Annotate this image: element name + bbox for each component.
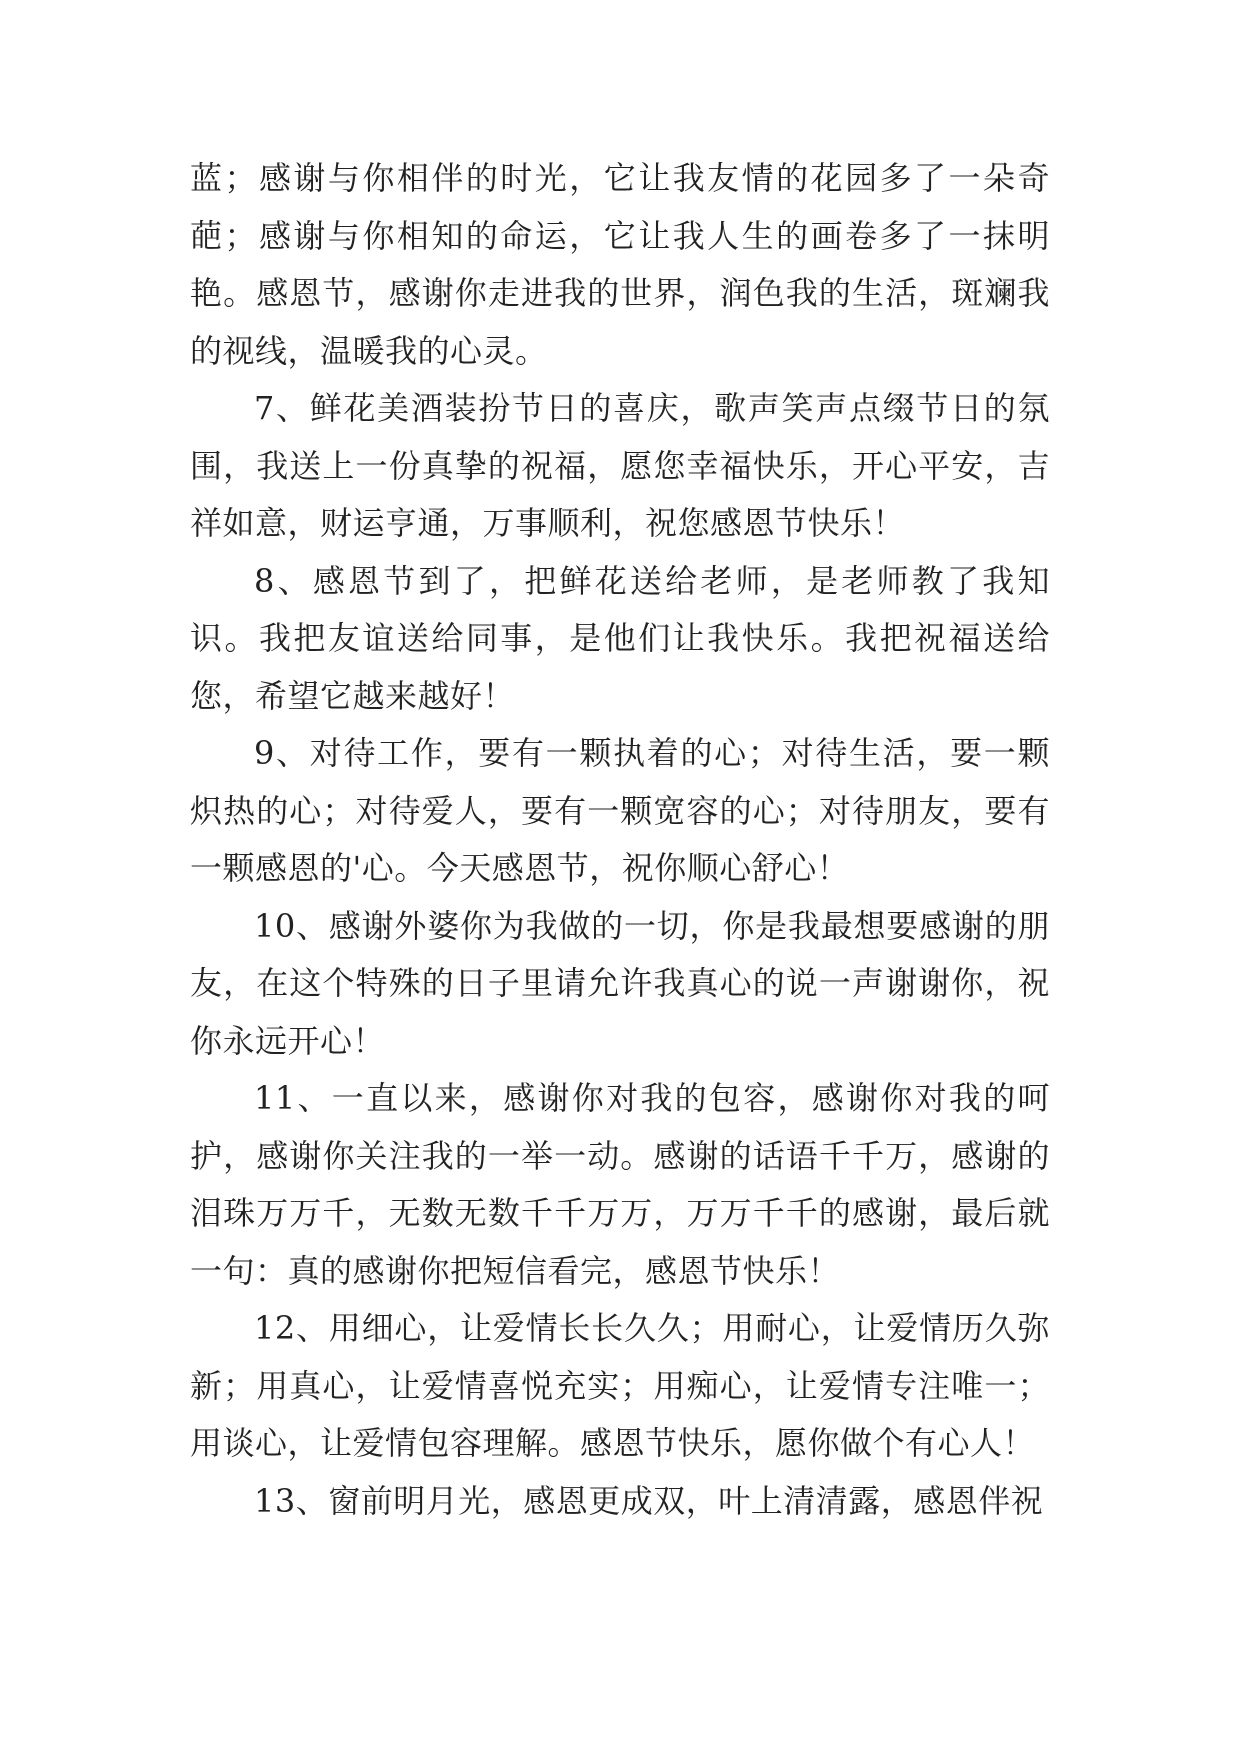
paragraph-item-11: 11、一直以来，感谢你对我的包容，感谢你对我的呵护，感谢你关注我的一举一动。感谢的话语千千万，感谢的泪珠万万千，无数无数千千万万，万万千千的感谢，最后就一句：真的感谢你把短信看完，感恩节快乐！ <box>190 1079 1050 1290</box>
paragraph-item-8: 8、感恩节到了，把鲜花送给老师，是老师教了我知识。我把友谊送给同事，是他们让我快乐。我把祝福送给您，希望它越来越好！ <box>190 561 1050 715</box>
paragraph-item-12: 12、用细心，让爱情长长久久；用耐心，让爱情历久弥新；用真心，让爱情喜悦充实；用痴心，让爱情专注唯一；用谈心，让爱情包容理解。感恩节快乐，愿你做个有心人！ <box>190 1309 1050 1462</box>
paragraph-item-9: 9、对待工作，要有一颗执着的心；对待生活，要一颗炽热的心；对待爱人，要有一颗宽容的心；对待朋友，要有一颗感恩的'心。今天感恩节，祝你顺心舒心！ <box>190 734 1050 887</box>
paragraph-item-7: 7、鲜花美酒装扮节日的喜庆，歌声笑声点缀节日的氛围，我送上一份真挚的祝福，愿您幸福快乐，开心平安，吉祥如意，财运亨通，万事顺利，祝您感恩节快乐！ <box>190 389 1050 542</box>
paragraph-item-10: 10、感谢外婆你为我做的一切，你是我最想要感谢的朋友，在这个特殊的日子里请允许我真心的说一声谢谢你，祝你永远开心！ <box>190 906 1050 1060</box>
paragraph-continued: 蓝；感谢与你相伴的时光，它让我友情的花园多了一朵奇葩；感谢与你相知的命运，它让我人生的画卷多了一抹明艳。感恩节，感谢你走进我的世界，润色我的生活，斑斓我的视线，温暖我的心灵。 <box>190 159 1050 370</box>
document-body <box>190 150 1050 1530</box>
paragraph-item-13: 13、窗前明月光，感恩更成双，叶上清清露，感恩伴祝 <box>254 1481 1044 1520</box>
